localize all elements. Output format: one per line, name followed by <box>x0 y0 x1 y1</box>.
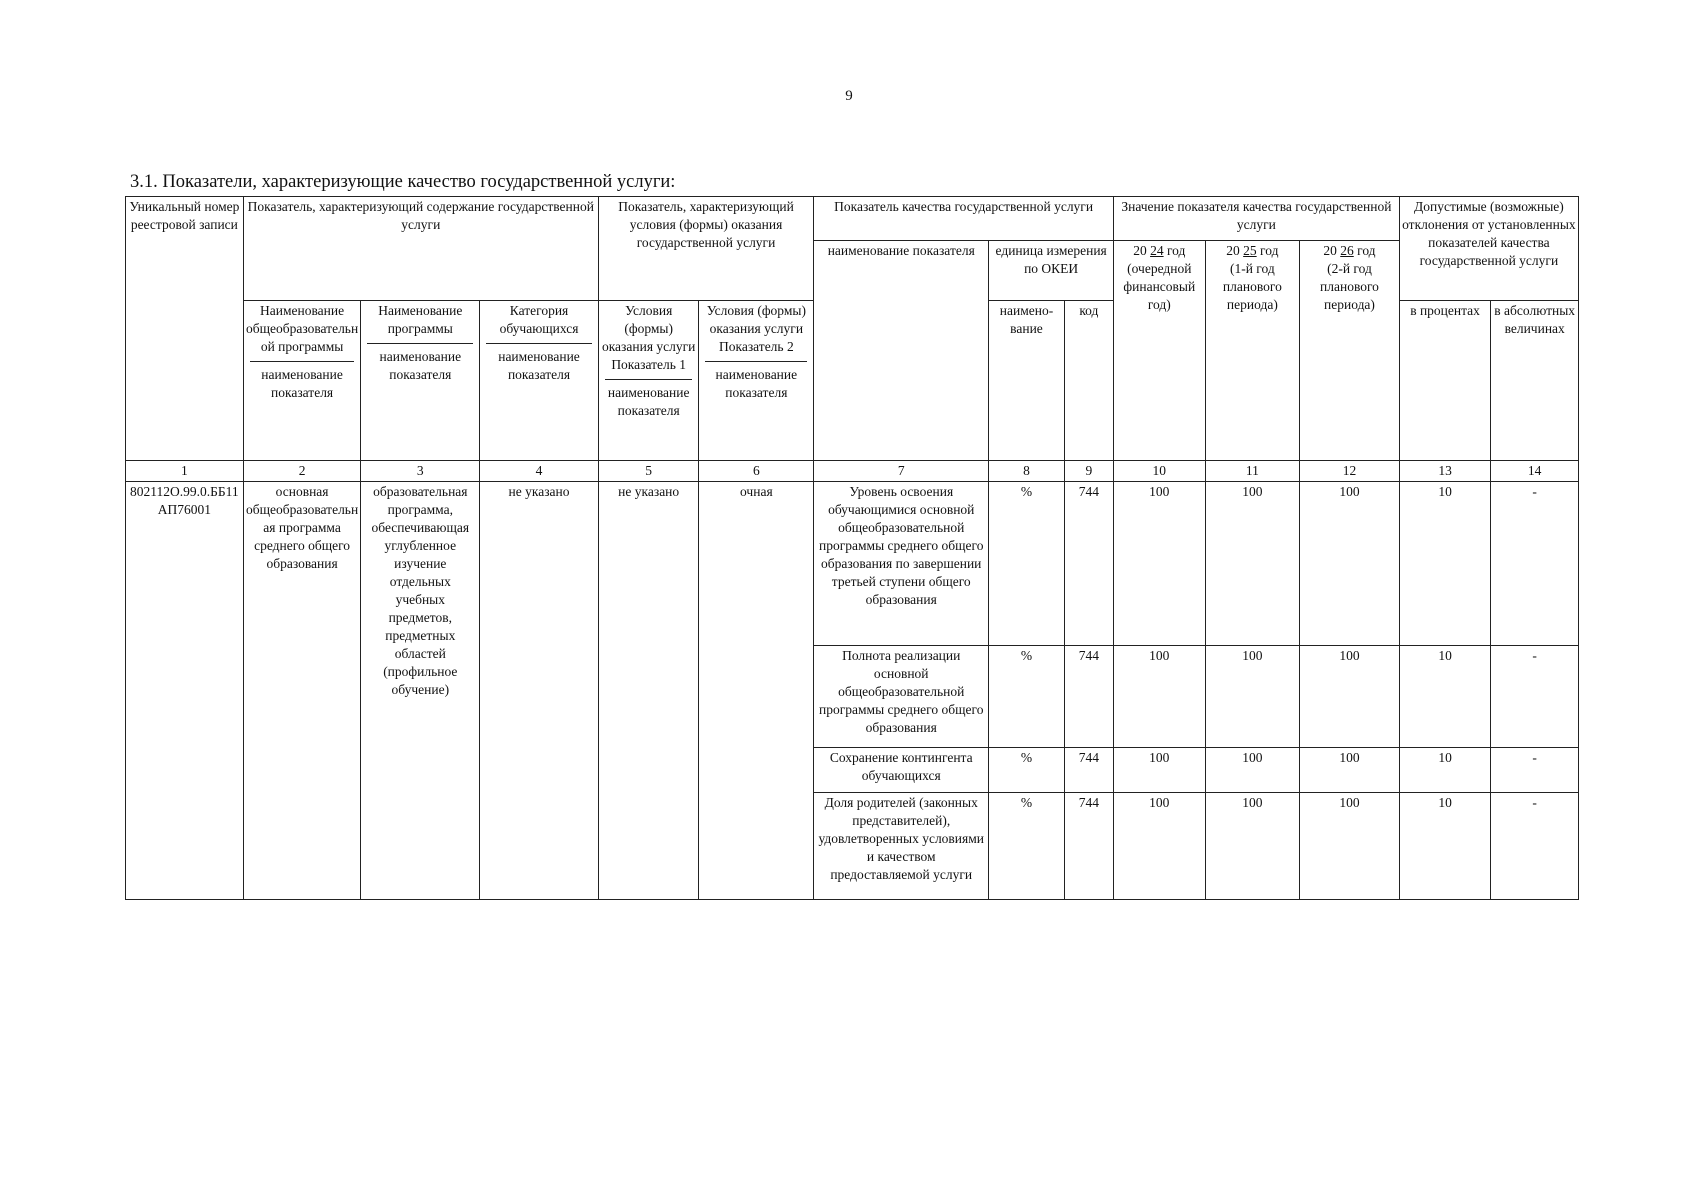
column-number: 9 <box>1064 461 1113 482</box>
column-number: 14 <box>1491 461 1579 482</box>
section-title: 3.1. Показатели, характеризующие качество государственной услуги: <box>130 172 676 192</box>
indicator-unit: % <box>989 748 1064 793</box>
header-dev-percent: в процентах <box>1399 301 1491 461</box>
header-dev-absolute: в абсолютных величинах <box>1491 301 1579 461</box>
indicator-unit: % <box>989 793 1064 900</box>
header-unit-code: код <box>1064 301 1113 461</box>
indicator-value-2025: 100 <box>1205 482 1300 646</box>
indicator-unit: % <box>989 482 1064 646</box>
column-number: 3 <box>361 461 480 482</box>
indicator-value-2024: 100 <box>1114 646 1206 748</box>
indicator-dev-percent: 10 <box>1399 793 1491 900</box>
indicator-dev-percent: 10 <box>1399 646 1491 748</box>
indicator-name: Уровень освоения обучающимися основной общеобразовательной программы среднего общего образования по завершении третьей ступени общего образования <box>814 482 989 646</box>
indicator-value-2024: 100 <box>1114 793 1206 900</box>
header-content-col-3: Категория обучающихся наименование показателя <box>480 301 599 461</box>
header-year-2024: 20 24 год (очередной финансовый год) <box>1114 241 1206 461</box>
condition-2: очная <box>699 482 814 900</box>
header-conditions-group: Показатель, характеризующий условия (формы) оказания государственной услуги <box>598 197 813 301</box>
header-registry-blank <box>126 301 244 461</box>
registry-number: 802112О.99.0.ББ11АП76001 <box>126 482 244 900</box>
indicator-unit: % <box>989 646 1064 748</box>
indicator-value-2024: 100 <box>1114 748 1206 793</box>
header-quality-group: Показатель качества государственной услуги <box>814 197 1114 241</box>
indicator-dev-absolute: - <box>1491 793 1579 900</box>
column-number: 2 <box>243 461 361 482</box>
table-row <box>126 482 1579 646</box>
program-name: основная общеобразовательная программа среднего общего образования <box>243 482 361 900</box>
header-content-col-2: Наименование программы наименование показателя <box>361 301 480 461</box>
indicator-value-2026: 100 <box>1300 482 1400 646</box>
indicator-name: Полнота реализации основной общеобразовательной программы среднего общего образования <box>814 646 989 748</box>
indicator-name: Сохранение контингента обучающихся <box>814 748 989 793</box>
header-content-group: Показатель, характеризующий содержание государственной услуги <box>243 197 598 301</box>
indicator-value-2025: 100 <box>1205 793 1300 900</box>
column-number: 1 <box>126 461 244 482</box>
page-number: 9 <box>845 88 853 104</box>
indicator-code: 744 <box>1064 793 1113 900</box>
quality-indicators-table <box>125 196 1579 900</box>
indicator-code: 744 <box>1064 646 1113 748</box>
indicator-value-2026: 100 <box>1300 748 1400 793</box>
header-unit-name: наимено-вание <box>989 301 1064 461</box>
indicator-name: Доля родителей (законных представителей), удовлетворенных условиями и качеством предоставляемой услуги <box>814 793 989 900</box>
header-values-group: Значение показателя качества государственной услуги <box>1114 197 1400 241</box>
indicator-dev-absolute: - <box>1491 748 1579 793</box>
indicator-value-2025: 100 <box>1205 646 1300 748</box>
header-unit-okei: единица измерения по ОКЕИ <box>989 241 1114 301</box>
column-number: 7 <box>814 461 989 482</box>
indicator-dev-absolute: - <box>1491 482 1579 646</box>
indicator-code: 744 <box>1064 482 1113 646</box>
column-number: 13 <box>1399 461 1491 482</box>
indicator-dev-percent: 10 <box>1399 482 1491 646</box>
indicator-code: 744 <box>1064 748 1113 793</box>
header-registry-number: Уникальный номер реестровой записи <box>126 197 244 301</box>
header-indicator-name: наименование показателя <box>814 241 989 461</box>
column-number: 5 <box>598 461 699 482</box>
indicator-value-2025: 100 <box>1205 748 1300 793</box>
header-content-col-1: Наименование общеобразовательной программы наименование показателя <box>243 301 361 461</box>
indicator-value-2024: 100 <box>1114 482 1206 646</box>
condition-1: не указано <box>598 482 699 900</box>
column-number: 12 <box>1300 461 1400 482</box>
column-number: 10 <box>1114 461 1206 482</box>
indicator-value-2026: 100 <box>1300 646 1400 748</box>
header-condition-col-2: Условия (формы) оказания услуги Показатель 2 наименование показателя <box>699 301 814 461</box>
indicator-dev-percent: 10 <box>1399 748 1491 793</box>
header-year-2025: 20 25 год (1-й год планового периода) <box>1205 241 1300 461</box>
header-deviation-group: Допустимые (возможные) отклонения от установленных показателей качества государственной услуги <box>1399 197 1578 301</box>
program: образовательная программа, обеспечивающая углубленное изучение отдельных учебных предметов, предметных областей (профильное обучение) <box>361 482 480 900</box>
category: не указано <box>480 482 599 900</box>
column-numbers-row <box>126 461 1579 482</box>
header-year-2026: 20 26 год (2-й год планового периода) <box>1300 241 1400 461</box>
indicator-dev-absolute: - <box>1491 646 1579 748</box>
column-number: 6 <box>699 461 814 482</box>
column-number: 11 <box>1205 461 1300 482</box>
indicator-value-2026: 100 <box>1300 793 1400 900</box>
column-number: 4 <box>480 461 599 482</box>
header-condition-col-1: Условия (формы) оказания услуги Показатель 1 наименование показателя <box>598 301 699 461</box>
column-number: 8 <box>989 461 1064 482</box>
